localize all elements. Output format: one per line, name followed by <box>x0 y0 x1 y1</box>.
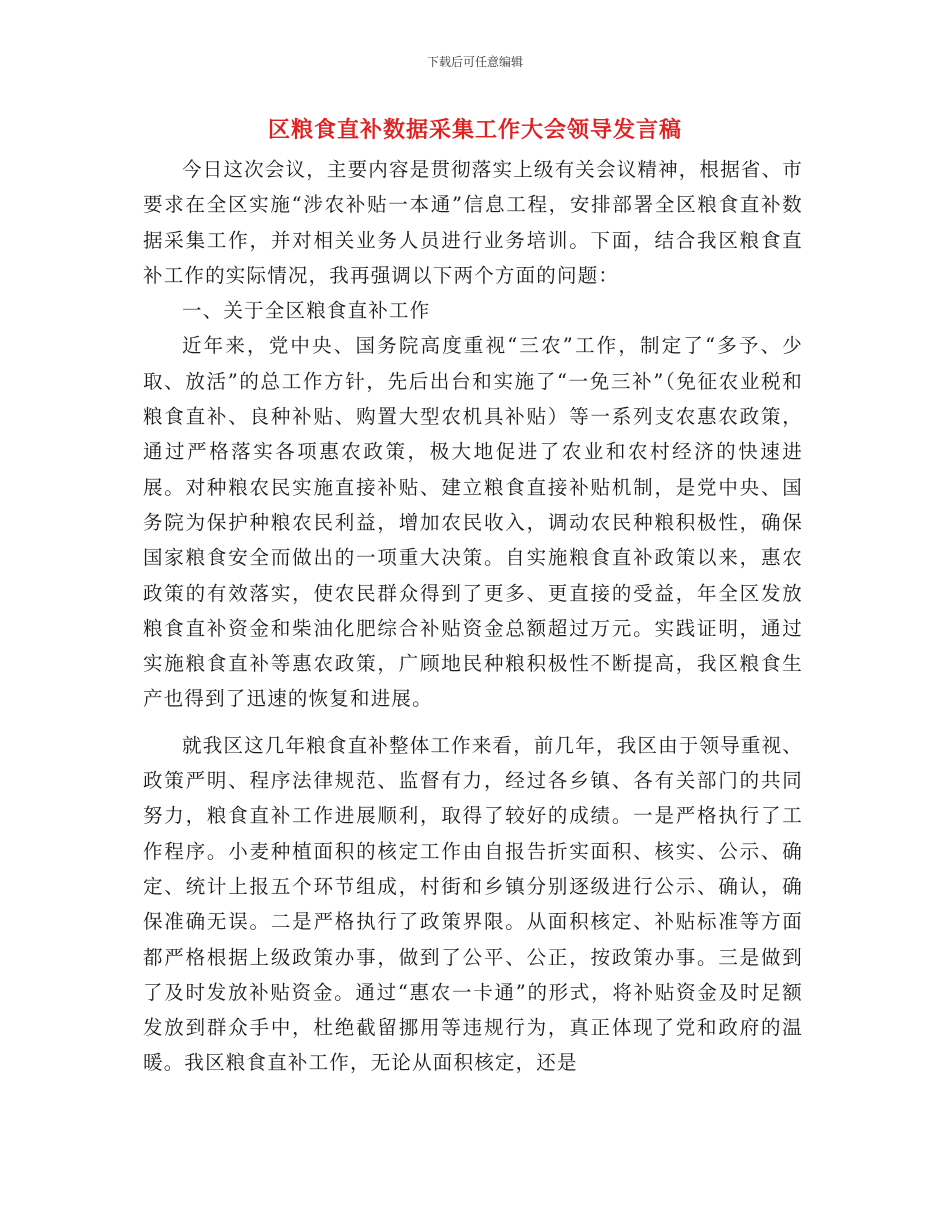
section-heading-1: 一、关于全区粮食直补工作 <box>182 299 431 323</box>
document-title: 区粮食直补数据采集工作大会领导发言稿 <box>267 117 682 143</box>
paragraph-intro: 今日这次会议，主要内容是贯彻落实上级有关会议精神，根据省、市要求在全区实施“涉农补贴一本通”信息工程，安排部署全区粮食直补数据采集工作，并对相关业务人员进行业务培训。下面，结合我区粮食直补工作的实际情况，我再强调以下两个方面的问题： <box>143 158 804 287</box>
document-body <box>143 152 803 1081</box>
header-note: 下载后可任意编辑 <box>426 55 523 69</box>
paragraph-background: 近年来，党中央、国务院高度重视“三农”工作，制定了“多予、少取、放活”的总工作方针，先后出台和实施了“一免三补”（免征农业税和粮食直补、良种补贴、购置大型农机具补贴）等一系列支农惠农政策，通过严格落实各项惠农政策，极大地促进了农业和农村经济的快速进展。对种粮农民实施直接补贴、建立粮食直接补贴机制，是党中央、国务院为保护种粮农民利益，增加农民收入，调动农民种粮积极性，确保国家粮食安全而做出的一项重大决策。自实施粮食直补政策以来，惠农政策的有效落实，使农民群众得到了更多、更直接的受益，年全区发放粮食直补资金和柴油化肥综合补贴资金总额超过万元。实践证明，通过实施粮食直补等惠农政策，广顾地民种粮积极性不断提高，我区粮食生产也得到了迅速的恢复和进展。 <box>143 334 803 711</box>
paragraph-achievements: 就我区这几年粮食直补整体工作来看，前几年，我区由于领导重视、政策严明、程序法律规范、监督有力，经过各乡镇、各有关部门的共同努力，粮食直补工作进展顺利，取得了较好的成绩。一是严格执行了工作程序。小麦种植面积的核定工作由自报告折实面积、核实、公示、确定、统计上报五个环节组成，村街和乡镇分别逐级进行公示、确认，确保准确无误。二是严格执行了政策界限。从面积核定、补贴标准等方面都严格根据上级政策办事，做到了公平、公正，按政策办事。三是做到了及时发放补贴资金。通过“惠农一卡通”的形式，将补贴资金及时足额发放到群众手中，杜绝截留挪用等违规行为，真正体现了党和政府的温暖。我区粮食直补工作，无论从面积核定，还是 <box>143 733 804 1075</box>
